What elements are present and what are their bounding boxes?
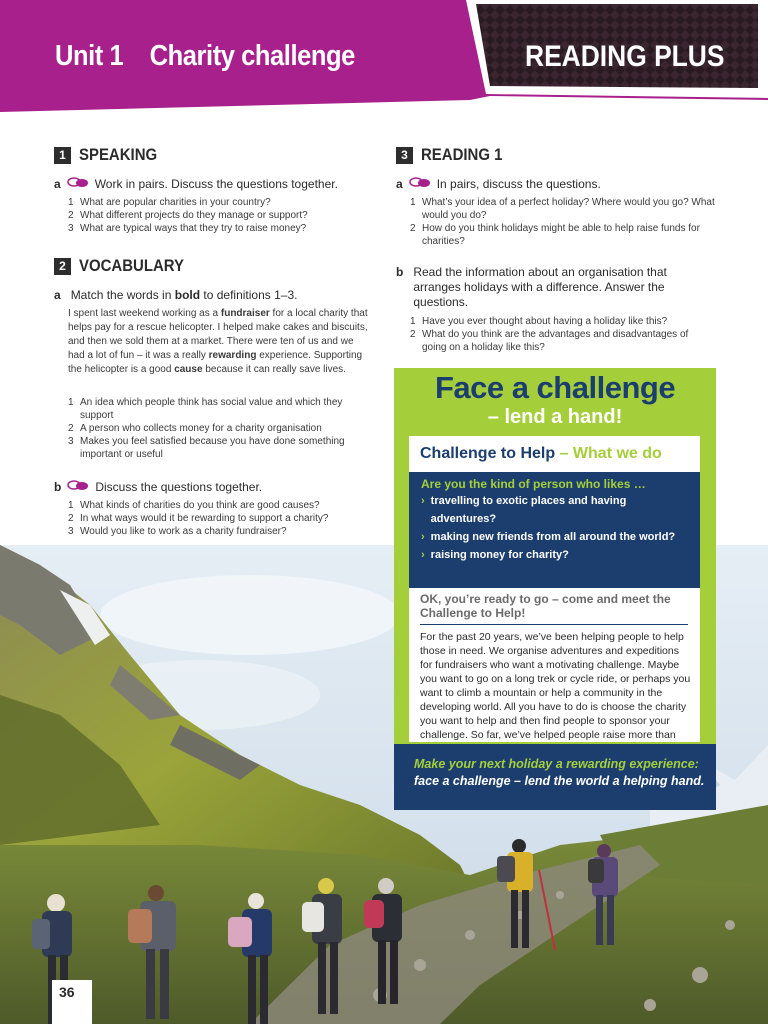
panel-headline: Face a challenge: [434, 370, 676, 405]
list-item: 2 A person who collects money for a charity organisation: [68, 423, 322, 434]
list-item: 2 What do you think are the advantages and disadvantages of going on a holiday like this?: [410, 329, 689, 353]
card-title: Challenge to Help – What we do: [420, 445, 662, 462]
task-instruction: Read the information about an organisation that arranges holidays with a difference. Answer the questions.: [413, 265, 667, 309]
challenge-card: [409, 436, 700, 742]
task-letter: b: [54, 480, 62, 494]
task-letter: b: [396, 265, 404, 279]
speech-bubbles-icon: [67, 480, 89, 492]
speech-bubbles-icon: [409, 177, 431, 189]
body-text: For the past 20 years, we’ve been helping people to help those in need. We organise adventures and expeditions for fundraisers who want a motivating challenge. Maybe you want to go on a long trek or cycle ride, or perhaps you want to climb a mountain or help a community in the developing world. All you have to do is choose the charity you want to help and then find people to sponsor your challenge. So far, we’ve helped people raise more than: [420, 631, 691, 741]
section-number: 1: [54, 147, 71, 164]
panel-subhead: – lend a hand!: [487, 406, 623, 428]
list-item: 2 What different projects do they manage or support?: [68, 210, 308, 221]
section-number: 2: [54, 258, 71, 275]
page-header: [0, 0, 768, 112]
reading-task-b: [396, 265, 706, 310]
task-instruction: In pairs, discuss the questions.: [436, 177, 601, 191]
list-item: 1 What’s your idea of a perfect holiday? Where would you go? What would you do?: [410, 197, 715, 221]
divider: [420, 624, 688, 625]
task-letter: a: [54, 288, 61, 302]
footer-line-1: Make your next holiday a rewarding experience:: [414, 757, 699, 771]
unit-label: Unit 1: [55, 40, 124, 72]
unit-name: Charity challenge: [149, 40, 355, 72]
chevron-right-icon: ›: [421, 531, 425, 543]
list-item: 1 Have you ever thought about having a holiday like this?: [410, 316, 668, 327]
reading-questions-a: [410, 196, 715, 248]
question-box: [409, 472, 700, 588]
section-title: SPEAKING: [79, 145, 158, 164]
chevron-right-icon: ›: [421, 495, 425, 507]
speaking-task-a: [54, 177, 338, 192]
chevron-right-icon: ›: [421, 549, 425, 561]
footer-line-2: face a challenge – lend the world a helping hand.: [414, 774, 705, 788]
list-item: 1 What are popular charities in your country?: [68, 197, 271, 208]
vocabulary-definitions: [68, 396, 368, 461]
list-item: 1 An idea which people think has social value and which they support: [68, 397, 343, 421]
list-item: 2 How do you think holidays might be able to help raise funds for charities?: [410, 223, 700, 247]
list-item: 3 What are typical ways that they try to raise money?: [68, 223, 307, 234]
task-letter: a: [54, 177, 61, 191]
vocabulary-task-b: [54, 480, 262, 495]
vocabulary-heading: [54, 256, 198, 276]
section-title: VOCABULARY: [79, 256, 185, 275]
section-number: 3: [396, 147, 413, 164]
task-instruction: Match the words in bold to definitions 1–3.: [70, 288, 298, 302]
unit-title: [55, 40, 355, 73]
ok-heading: OK, you’re ready to go – come and meet the Challenge to Help!: [420, 592, 671, 620]
list-item: › travelling to exotic places and having adventures?: [421, 492, 688, 528]
challenge-panel: [394, 368, 716, 810]
vocabulary-paragraph: I spent last weekend working as a fundraiser for a local charity that helps pay for a rescue helicopter. I helped make cakes and biscuits, and then we sold them at a market. There were ten of us and we had a lot of fun – it was a really rewarding experience. Supporting the helicopter is a good cause because it can really save lives.: [68, 308, 368, 375]
list-item: › raising money for charity?: [421, 546, 688, 564]
vocabulary-task-a: [54, 288, 297, 303]
list-item: 3 Makes you feel satisfied because you have done something important or useful: [68, 436, 345, 460]
reading-questions-b: [410, 315, 715, 354]
task-instruction: Discuss the questions together.: [95, 480, 263, 494]
list-item: 2 In what ways would it be rewarding to support a charity?: [68, 513, 329, 524]
speaking-questions: [68, 196, 358, 235]
page-number: 36: [52, 980, 92, 1024]
list-item: › making new friends from all around the world?: [421, 528, 688, 546]
list-item: 3 Would you like to work as a charity fundraiser?: [68, 526, 287, 537]
task-letter: a: [396, 177, 403, 191]
speech-bubbles-icon: [67, 177, 89, 189]
section-label: READING PLUS: [525, 40, 725, 73]
list-item: 1 What kinds of charities do you think are good causes?: [68, 500, 320, 511]
reading-heading: [396, 145, 514, 165]
speaking-heading: [54, 145, 168, 165]
section-title: READING 1: [421, 145, 503, 164]
task-instruction: Work in pairs. Discuss the questions together.: [94, 177, 338, 191]
panel-footer: [394, 744, 716, 810]
question-text: Are you the kind of person who likes …: [421, 477, 646, 491]
vocabulary-questions-b: [68, 499, 368, 538]
reading-task-a: [396, 177, 601, 192]
